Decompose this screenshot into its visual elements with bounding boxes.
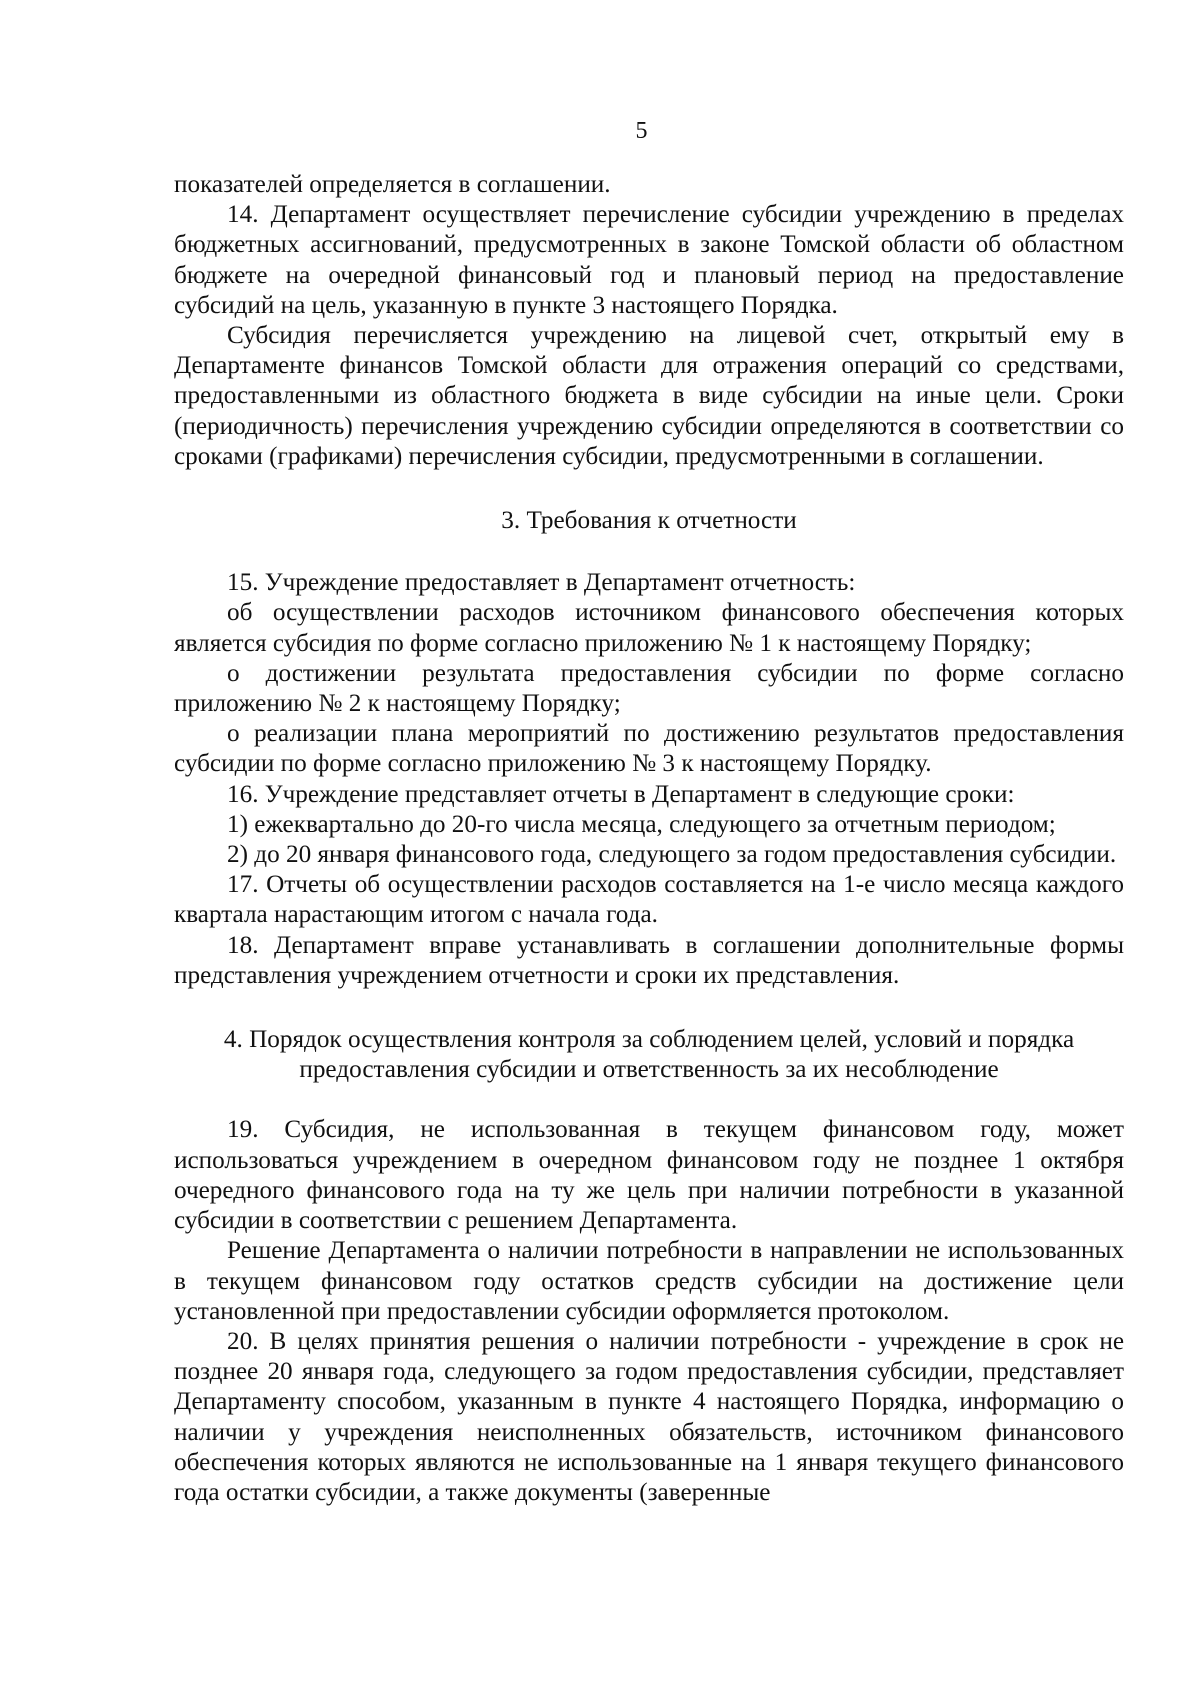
- paragraph-item-19: 19. Субсидия, не использованная в текущем финансовом году, может использоваться учреждением в очередном финансовом году не позднее 1 октября очередного финансового года на ту же цель при наличии потребности в указанной субсидии в соответствии с решением Департамента.: [174, 1116, 1124, 1235]
- paragraph-item-16: 16. Учреждение представляет отчеты в Департамент в следующие сроки:: [227, 780, 1015, 808]
- paragraph-item-14: 14. Департамент осуществляет перечисление субсидии учреждению в пределах бюджетных ассигнований, предусмотренных в законе Томской области об областном бюджете на очередной финансовый год и плановый период на предоставление субсидий на цель, указанную в пункте 3 настоящего Порядка.: [174, 201, 1124, 319]
- spacer: [174, 472, 1124, 506]
- paragraph-deadline-quarterly: 1) ежеквартально до 20-го числа месяца, следующего за отчетным периодом;: [227, 810, 1056, 838]
- paragraph-item-18: 18. Департамент вправе устанавливать в соглашении дополнительные формы представления учреждением отчетности и сроки их представления.: [174, 931, 1124, 989]
- paragraph-department-decision: Решение Департамента о наличии потребности в направлении не использованных в текущем финансовом году остатков средств субсидии на достижение цели установленной при предоставлении субсидии оформляется протоколом.: [174, 1237, 1124, 1325]
- paragraph-deadline-january: 2) до 20 января финансового года, следующего за годом предоставления субсидии.: [227, 841, 1117, 869]
- section-3-heading: 3. Требования к отчетности: [501, 507, 797, 535]
- paragraph-item-17: 17. Отчеты об осуществлении расходов составляется на 1-е число месяца каждого квартала нарастающим итогом с начала года.: [174, 871, 1124, 929]
- section-4-heading-line-1: 4. Порядок осуществления контроля за соблюдением целей, условий и порядка: [223, 1026, 1075, 1054]
- paragraph-report-plan: о реализации плана мероприятий по достижению результатов предоставления субсидии по форме согласно приложению № 3 к настоящему Порядку.: [174, 720, 1124, 778]
- spacer: [174, 1085, 1124, 1115]
- section-4-heading-line-2: предоставления субсидии и ответственность за их несоблюдение: [299, 1056, 999, 1084]
- spacer: [174, 536, 1124, 568]
- page-number: 5: [635, 118, 648, 144]
- paragraph-report-expenses: об осуществлении расходов источником финансового обеспечения которых является субсидия по форме согласно приложению № 1 к настоящему Порядку;: [174, 599, 1124, 657]
- spacer: [174, 991, 1124, 1025]
- paragraph-subsidy-transfer: Субсидия перечисляется учреждению на лицевой счет, открытый ему в Департаменте финансов Томской области для отражения операций со средствами, предоставленными из областного бюджета в виде субсидии на иные цели. Сроки (периодичность) перечисления учреждению субсидии определяются в соответствии со сроками (графиками) перечисления субсидии, предусмотренными в соглашении.: [174, 322, 1124, 470]
- paragraph-item-20: 20. В целях принятия решения о наличии потребности - учреждение в срок не позднее 20 января года, следующего за годом предоставления субсидии, представляет Департаменту способом, указанным в пункте 4 настоящего Порядка, информацию о наличии у учреждения неисполненных обязательств, источником финансового обеспечения которых являются не использованные на 1 января текущего финансового года остатки субсидии, а также документы (заверенные: [174, 1327, 1124, 1506]
- document-body: [174, 170, 1124, 1508]
- paragraph-report-results: о достижении результата предоставления субсидии по форме согласно приложению № 2 к настоящему Порядку;: [174, 659, 1124, 718]
- paragraph-continuation: показателей определяется в соглашении.: [174, 171, 611, 198]
- paragraph-item-15: 15. Учреждение предоставляет в Департамент отчетность:: [227, 569, 856, 597]
